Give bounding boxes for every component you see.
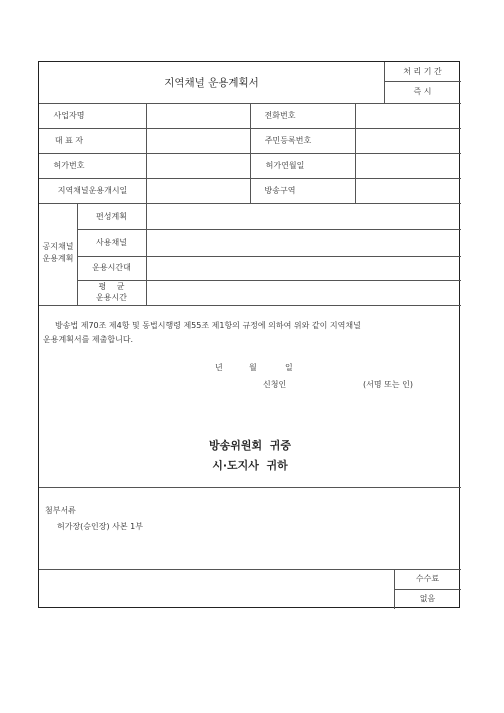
plan-row-label: 운용시간대 [92,263,131,272]
divider [39,305,461,306]
statement-text: 운용계획서를 제출합니다. [43,335,134,344]
recipient-line: 방송위원회 귀중 [208,439,292,452]
recipient-line: 시·도지사 귀하 [212,459,288,472]
divider [384,81,461,82]
processing-period-value: 즉 시 [413,87,432,96]
divider [146,203,147,305]
representative-label: 대 표 자 [54,136,84,145]
applicant-label: 신청인 [263,380,287,389]
signature-note: (서명 또는 인) [363,380,413,389]
plan-row-label: 평 균 [98,282,125,291]
form-title: 지역채널 운용계획서 [164,77,259,89]
divider [77,280,461,281]
attachments-item: 허가장(승인장) 사본 1부 [57,522,143,531]
divider [39,203,461,204]
plan-row-label: 편성계획 [96,212,127,221]
application-form [38,61,460,608]
broadcast-area-label: 방송구역 [264,186,296,195]
license-date-label: 허가연월일 [265,161,305,170]
divider [394,589,461,590]
statement-text: 방송법 제70조 제4항 및 동법시행령 제55조 제1항의 규정에 의하여 위와 같이 지역채널 [55,321,361,330]
date-year: 년 [215,363,223,372]
divider [77,256,461,257]
divider [39,487,461,488]
start-date-label: 지역채널운용개시일 [57,186,128,195]
resident-number-label: 주민등록번호 [264,136,312,145]
plan-row-label: 사용채널 [96,238,127,247]
divider [355,103,356,203]
license-number-label: 허가번호 [53,161,85,170]
fee-value: 없음 [419,594,436,603]
processing-period-label: 처 리 기 간 [403,67,442,76]
plan-row-label: 운용시간 [96,293,127,302]
divider [146,103,147,203]
plan-group-label: 운용계획 [42,254,74,263]
date-month: 월 [249,363,257,372]
phone-label: 전화번호 [264,111,296,120]
divider [39,569,461,570]
plan-group-label: 공지채널 [42,242,74,251]
attachments-label: 첨부서류 [45,506,76,515]
company-name-label: 사업자명 [53,111,85,120]
fee-label: 수수료 [415,574,440,583]
divider [77,229,461,230]
date-day: 일 [285,363,293,372]
